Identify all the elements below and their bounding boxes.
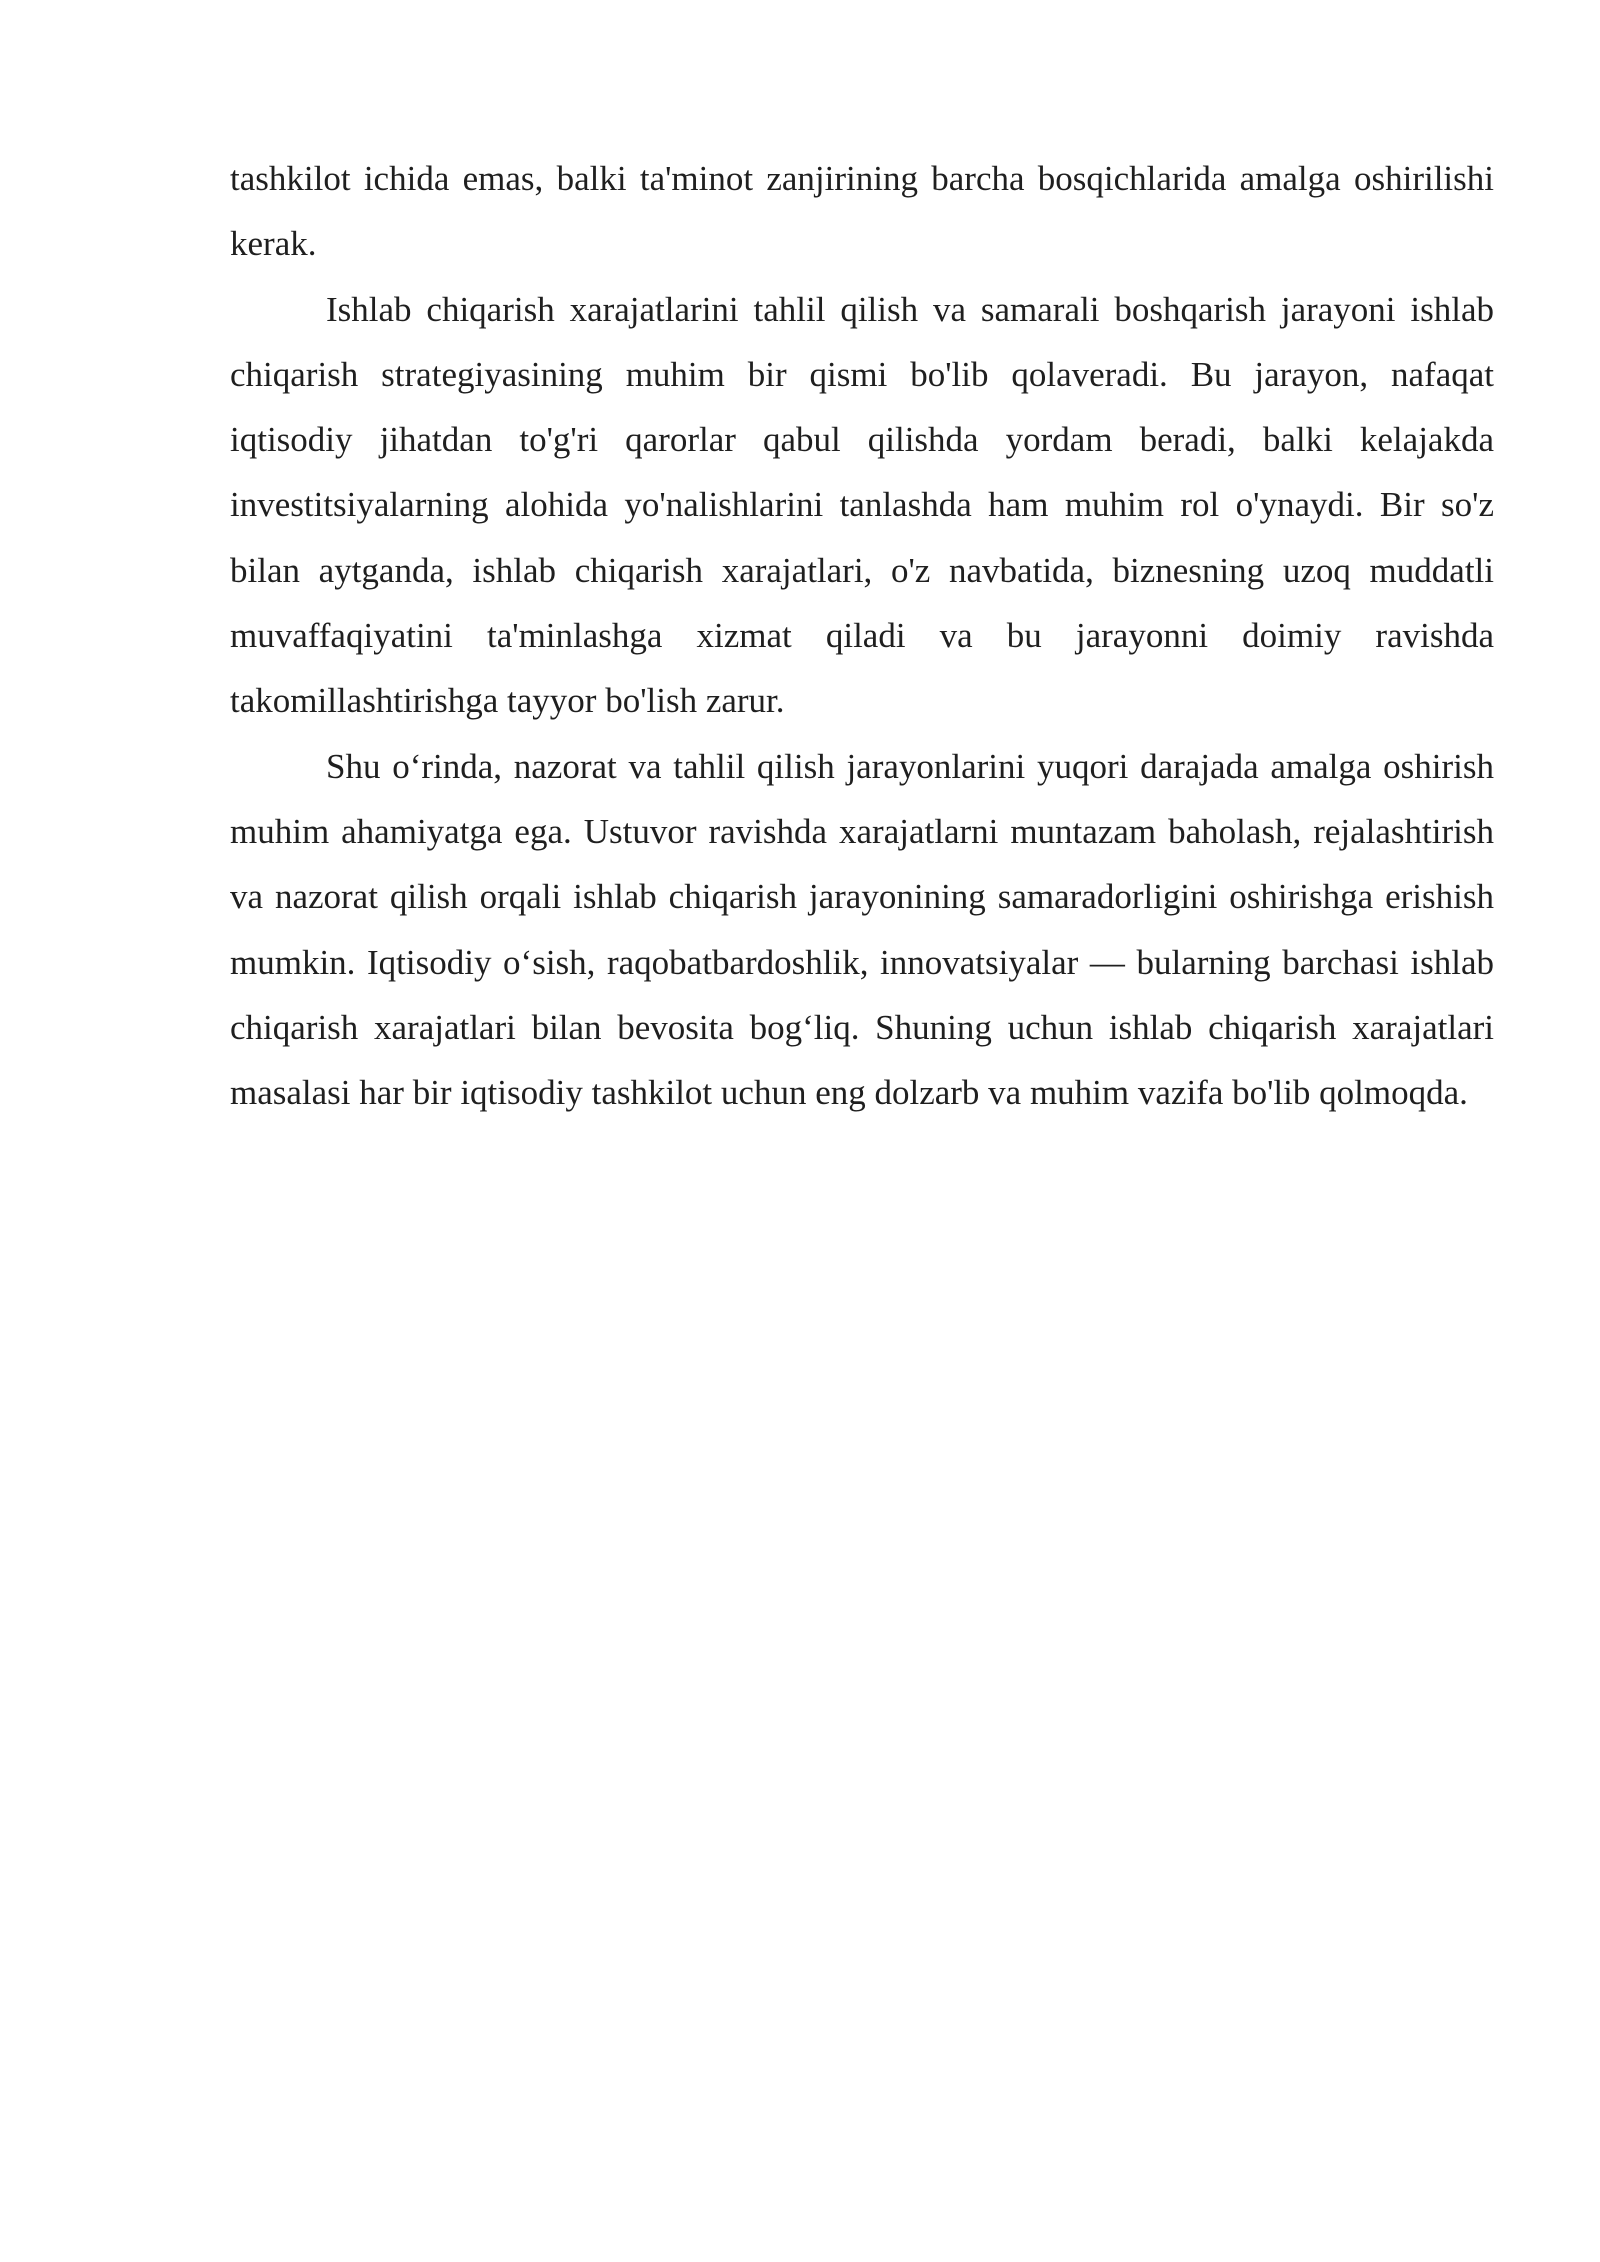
paragraph-continuation: tashkilot ichida emas, balki ta'minot zanjirining barcha bosqichlarida amalga oshirilishi kerak. (230, 159, 1494, 264)
body-text (230, 146, 1494, 1125)
paragraph-cost-analysis: Ishlab chiqarish xarajatlarini tahlil qilish va samarali boshqarish jarayoni ishlab chiqarish strategiyasining muhim bir qismi bo'lib qolaveradi. Bu jarayon, nafaqat iqtisodiy jihatdan to'g'ri qarorlar qabul qilishda yordam beradi, balki kelajakda investitsiyalarning alohida yo'nalishlarini tanlashda ham muhim rol o'ynaydi. Bir so'z bilan aytganda, ishlab chiqarish xarajatlari, o'z navbatida, biznesning uzoq muddatli muvaffaqiyatini ta'minlashga xizmat qiladi va bu jarayonni doimiy ravishda takomillashtirishga tayyor bo'lish zarur. (230, 289, 1494, 721)
paragraph-control-analysis: Shu o‘rinda, nazorat va tahlil qilish jarayonlarini yuqori darajada amalga oshirish muhim ahamiyatga ega. Ustuvor ravishda xarajatlarni muntazam baholash, rejalashtirish va nazorat qilish orqali ishlab chiqarish jarayonining samaradorligini oshirishga erishish mumkin. Iqtisodiy o‘sish, raqobatbardoshlik, innovatsiyalar — bularning barchasi ishlab chiqarish xarajatlari bilan bevosita bog‘liq. Shuning uchun ishlab chiqarish xarajatlari masalasi har bir iqtisodiy tashkilot uchun eng dolzarb va muhim vazifa bo'lib qolmoqda. (230, 746, 1494, 1113)
